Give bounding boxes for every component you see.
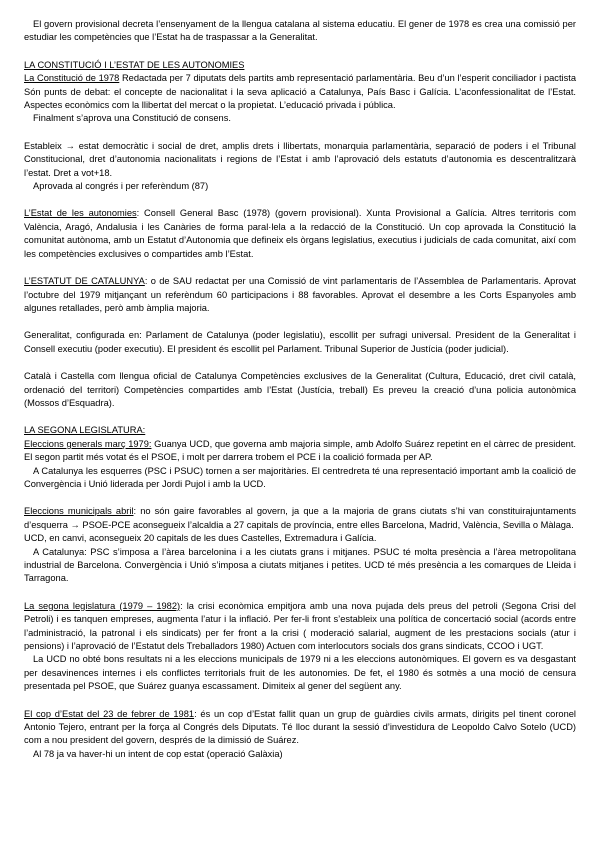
municipals-catalunya: A Catalunya: PSC s’imposa a l’àrea barcelonina i a les ciutats grans i mitjanes. PSUC té molta presència a l’àrea metropolitana industrial de Barcelona. Convergència i Unió s’imposa a ciutats mitjanes i petites. UCD té més presència a les comarques de Lleida i Tarragona. (24, 546, 576, 584)
cop-al78: Al 78 ja va haver-hi un intent de cop estat (operació Galàxia) (33, 748, 283, 759)
estatut-paragraph (24, 275, 576, 315)
municipals-paragraph (24, 505, 576, 532)
constitucio-paragraph (24, 72, 576, 112)
municipals-lead: Eleccions municipals abril (24, 506, 134, 517)
cop-paragraph (24, 708, 576, 748)
constitucio-final: Finalment s’aprova una Constitució de consens. (33, 113, 231, 124)
eleccions-paragraph (24, 438, 576, 465)
autonomies-lead: L’Estat de les autonomies (24, 208, 137, 219)
segona-paragraph (24, 600, 576, 654)
section-heading-legislatura: LA SEGONA LEGISLATURA: (24, 425, 146, 436)
constitucio-lead: La Constitució de 1978 (24, 73, 120, 84)
municipals-body: : no són gaire favorables al govern, ja que a la majoria de grans ciutats s’hi van constituirajuntaments d’esquerra → PSOE-PCE aconsegueix l’alcaldia a 27 capitals de província, entre elles Barcelona, Madrid, València, Sevilla o Màlaga. (24, 506, 576, 530)
esquerres-paragraph: A Catalunya les esquerres (PSC i PSUC) tornen a ser majoritàries. El centredreta té una representació important amb la coalició de Convergència i Unió liderada per Jordi Pujol i amb la UCD. (24, 465, 576, 489)
segona-lead: La segona legislatura (1979 – 1982) (24, 600, 181, 611)
eleccions-body: Guanya UCD, que governa amb majoria simple, amb Adolfo Suárez repetint en el càrrec de president. El segon partit més votat és el PSOE, i molt per darrera trobem el PCE i la coalició formada per AP. (24, 438, 576, 463)
estableix-approval: Aprovada al congrés i per referèndum (87) (33, 181, 209, 192)
segona-ucd: La UCD no obté bons resultats ni a les eleccions municipals de 1979 ni a les eleccions autonòmiques. El govern es va desgastant per desavinences internes i els conflictes territorials fruit de les autonomies. De fet, el 1980 és sotmès a una moció de censura presentada pel PSOE, que Suárez guanya escassament. Dimiteix al gener del següent any. (24, 654, 576, 692)
intro-paragraph: El govern provisional decreta l’ensenyament de la llengua catalana al sistema educatiu. El gener de 1978 es crea una comissió per estudiar les competències que l’Estat ha de traspassar a la Generalitat. (24, 19, 576, 43)
eleccions-lead: Eleccions generals març 1979: (24, 438, 152, 449)
municipals-ucd: UCD, en canvi, aconsegueix 20 capitals de les dues Castelles, Extremadura i Galícia. (24, 533, 377, 544)
segona-body: : la crisi econòmica empitjora amb una nova pujada dels preus del petroli (Segona Crisi del Petroli) i es tanquen empreses, augmenta l’atur i la inflació. Per fer-li front s’estableix una política de concertació social (acords entre l’administració, la patronal i els sindicats) per fer front a la crisi ( moderació salarial, augment de les prestacions socials (atur i pensions) i l’aprovació de l’Estatut dels Treballadors 1980) Actuen com interlocutors socials dos grans sindicats, CCOO i UGT. (24, 600, 576, 652)
estableix-paragraph: Estableix → estat democràtic i social de dret, amplis drets i llibertats, monarquia parlamentària, separació de poders i el Tribunal Constitucional, dret d’autonomia nacionalitats i regions de l’Estat i amb l’aprovació dels estatuts d’autonomia es descentralitzarà l’estat. Dret a vot+18. (24, 140, 576, 178)
autonomies-paragraph (24, 207, 576, 261)
estatut-lead: L’ESTATUT DE CATALUNYA (24, 276, 145, 287)
catala-paragraph: Català i Castella com llengua oficial de Catalunya Competències exclusives de la Generalitat (Cultura, Educació, dret civil català, ordenació del territori) Competències compartides amb l’Estat (Justícia, treball) Es preveu la creació d’una policia autonòmica (Mossos d’Esquadra). (24, 371, 576, 408)
constitucio-body: Redactada per 7 diputats dels partits amb representació parlamentària. Beu d’un l’esperit conciliador i pactista Són punts de debat: el concepte de nacionalitat i la seva aplicació a Catalunya, País Basc i Galícia. L’aconfessionalitat de l’Estat. Aspectes econòmics com la llibertat del mercat o la propietat. L’educació privada i pública. (24, 73, 576, 111)
cop-lead: El cop d’Estat del 23 de febrer de 1981 (24, 708, 195, 719)
section-heading-constitucio: LA CONSTITUCIÓ I L’ESTAT DE LES AUTONOMIES (24, 59, 245, 70)
cop-body: : és un cop d’Estat fallit quan un grup de guàrdies civils armats, dirigits pel tinent coronel Antonio Tejero, entrant per la força al Congrés dels Diputats. Té lloc durant la sessió d’investidura de Leopoldo Calvo Sotelo (UCD) com a nou president del govern, després de la dimissió de Suárez. (24, 708, 576, 746)
autonomies-body: : Consell General Basc (1978) (govern provisional). Xunta Provisional a Galícia. Altres territoris com València, Aragó, Andalusia i les Canàries de forma paral·lela a la redacció de la Constitució. Un cop aprovada la Constitució la comunitat autònoma, amb un Estatut d’Autonomia que defineix els òrgans legislatius, executius i judicials de cada comunitat, així com les competències exclusives o compartides amb l’Estat. (24, 208, 576, 259)
generalitat-paragraph: Generalitat, configurada en: Parlament de Catalunya (poder legislatiu), escollit per sufragi universal. President de la Generalitat i Consell executiu (poder executiu). El president és escollit pel Parlament. Tribunal Superior de Justícia (poder judicial). (24, 330, 576, 354)
estatut-body: : o de SAU redactat per una Comissió de vint parlamentaris de l’Assemblea de Parlamentaris. Aprovat l’octubre del 1979 mitjançant un referèndum 60 participacions i 88 favorables. Aprovat el desembre a les Corts Espanyoles amb algunes retallades, però amb àmplia majoria. (24, 276, 576, 313)
